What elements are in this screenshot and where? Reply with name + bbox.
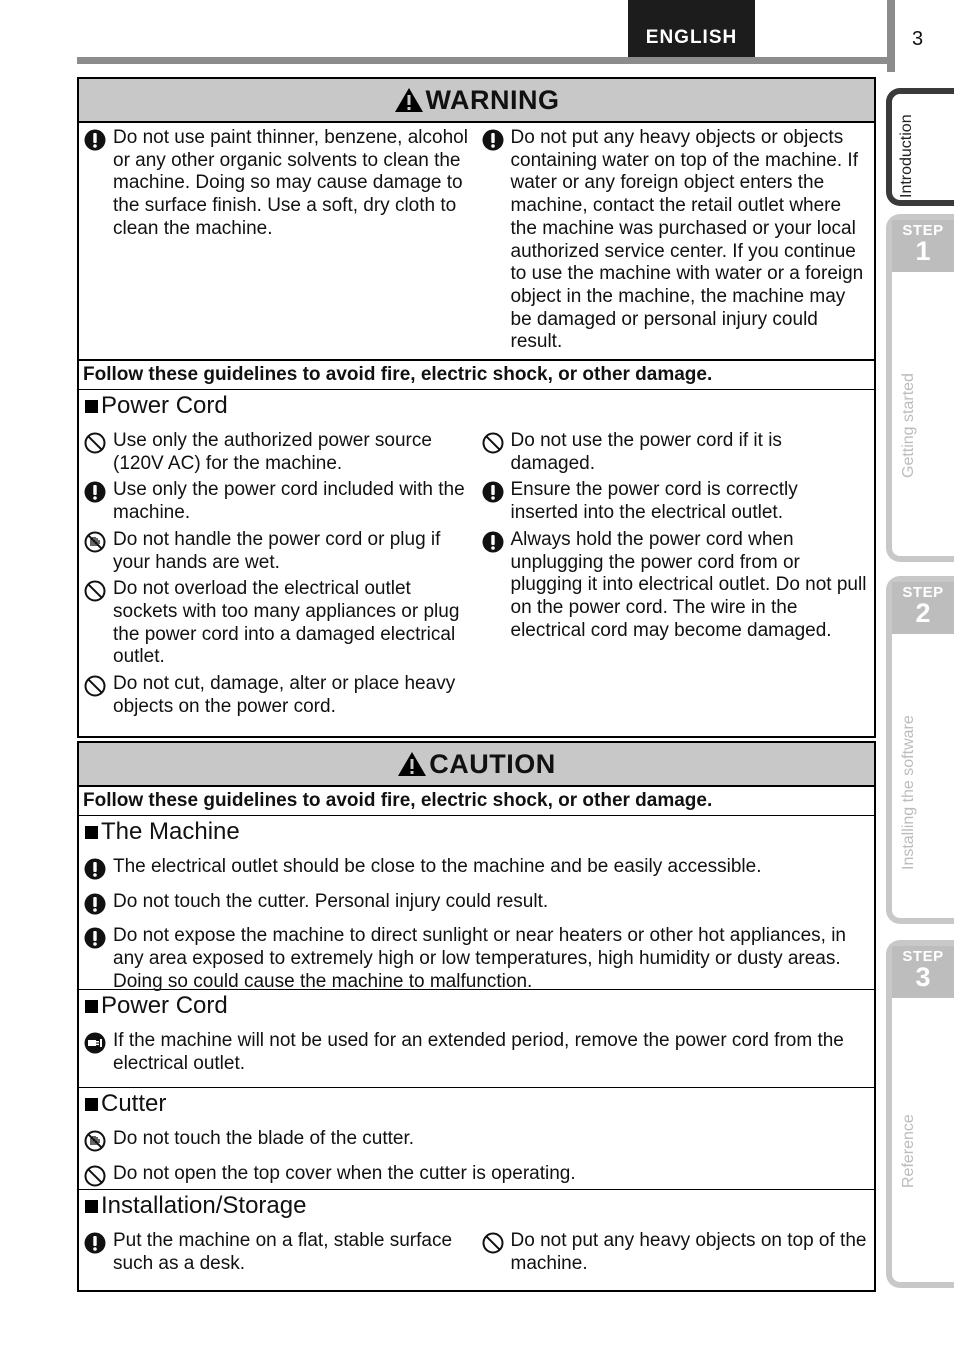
item-text: Do not overload the electrical outlet sockets with too many appliances or plug the power cord into a damaged electrical outlet. bbox=[113, 578, 460, 668]
caution-guideline: Follow these guidelines to avoid fire, electric shock, or other damage. bbox=[79, 787, 874, 816]
mandatory-icon bbox=[84, 479, 108, 524]
list-item: Do not put any heavy objects or objects containing water on top of the machine. If water or any foreign object enters the machine, contact the retail outlet where the machine was purchased or your local authorized service center. If you continue to use the machine with water or a foreign object in the machine, the machine may be damaged or personal injury could result. bbox=[477, 127, 875, 354]
list-item bbox=[477, 479, 875, 524]
list-item bbox=[79, 1128, 874, 1159]
section-heading: Installation/Storage bbox=[79, 1190, 874, 1230]
warning-guideline: Follow these guidelines to avoid fire, electric shock, or other damage. bbox=[79, 361, 874, 390]
list-item bbox=[477, 529, 875, 643]
no-touch-icon bbox=[84, 529, 108, 574]
item-text: Do not touch the cutter. Personal injury could result. bbox=[113, 890, 549, 912]
tab-step-2[interactable] bbox=[886, 576, 954, 924]
section-heading: The Machine bbox=[79, 816, 874, 856]
tab-introduction[interactable] bbox=[886, 88, 954, 206]
item-text: Do not handle the power cord or plug if your hands are wet. bbox=[113, 528, 441, 573]
mandatory-icon bbox=[84, 891, 108, 922]
prohibited-icon bbox=[84, 430, 108, 475]
list-item bbox=[79, 578, 477, 669]
step-3-label: Reference bbox=[900, 1114, 917, 1188]
warning-triangle-icon bbox=[394, 87, 424, 113]
step-2-label: Installing the software bbox=[900, 715, 917, 870]
list-item bbox=[79, 673, 477, 718]
header-divider bbox=[887, 0, 895, 72]
no-touch-icon bbox=[84, 1128, 108, 1159]
tab-introduction-label: Introduction bbox=[898, 114, 915, 198]
list-item bbox=[79, 529, 477, 574]
item-text: Ensure the power cord is correctly inserted into the electrical outlet. bbox=[510, 479, 798, 524]
list-item bbox=[79, 1163, 874, 1194]
warning-header bbox=[79, 79, 874, 123]
list-item bbox=[79, 430, 477, 475]
caution-header bbox=[79, 743, 874, 787]
prohibited-icon bbox=[482, 430, 506, 475]
section-heading: Power Cord bbox=[79, 990, 874, 1030]
tab-step-1[interactable] bbox=[886, 214, 954, 562]
prohibited-icon bbox=[84, 673, 108, 718]
mandatory-icon bbox=[482, 127, 506, 354]
step-1-badge: STEP 1 bbox=[892, 220, 954, 272]
mandatory-icon bbox=[84, 925, 108, 993]
section-heading: Power Cord bbox=[79, 390, 874, 430]
warning-triangle-icon bbox=[397, 751, 427, 777]
list-item bbox=[79, 479, 477, 524]
mandatory-icon bbox=[84, 1230, 108, 1275]
list-item bbox=[477, 430, 875, 475]
item-text: Do not expose the machine to direct sunlight or near heaters or other hot appliances, in any area exposed to extremely high or low temperatures, high humidity or dusty areas. Doing so could cause the machine to malfunction. bbox=[113, 925, 846, 992]
item-text: Always hold the power cord when unplugging the power cord from or plugging it into electrical outlet. Do not pull on the power cord. The wire in the electrical cord may become damaged. bbox=[510, 528, 867, 641]
caution-title: CAUTION bbox=[429, 748, 556, 779]
prohibited-icon bbox=[84, 578, 108, 669]
item-text: If the machine will not be used for an extended period, remove the power cord from the electrical outlet. bbox=[113, 1030, 844, 1074]
mandatory-icon bbox=[84, 856, 108, 887]
item-text: Do not cut, damage, alter or place heavy objects on the power cord. bbox=[113, 673, 456, 717]
list-item bbox=[79, 1230, 477, 1275]
step-2-badge: STEP 2 bbox=[892, 582, 954, 634]
tab-step-3[interactable] bbox=[886, 940, 954, 1288]
language-label: ENGLISH bbox=[628, 0, 755, 57]
list-item bbox=[477, 1230, 875, 1275]
step-1-label: Getting started bbox=[900, 373, 917, 478]
item-text: Do not touch the blade of the cutter. bbox=[113, 1128, 415, 1149]
header-rule bbox=[77, 57, 887, 64]
item-text: The electrical outlet should be close to the machine and be easily accessible. bbox=[113, 856, 762, 877]
list-item bbox=[79, 1030, 874, 1075]
list-item bbox=[79, 891, 874, 922]
list-item: Do not use paint thinner, benzene, alcohol or any other organic solvents to clean the machine. Doing so may cause damage to the surface finish. Use a soft, dry cloth to clean the machine. bbox=[79, 127, 477, 241]
mandatory-icon bbox=[482, 529, 506, 643]
mandatory-icon bbox=[482, 479, 506, 524]
item-text: Do not open the top cover when the cutter is operating. bbox=[113, 1162, 576, 1184]
item-text: Do not put any heavy objects on top of the machine. bbox=[510, 1230, 867, 1274]
prohibited-icon bbox=[84, 1163, 108, 1194]
section-heading: Cutter bbox=[79, 1088, 874, 1128]
caution-panel bbox=[77, 741, 876, 1292]
mandatory-icon bbox=[84, 127, 108, 241]
item-text: Use only the authorized power source (120V AC) for the machine. bbox=[113, 430, 432, 474]
item-text: Do not use the power cord if it is damaged. bbox=[510, 430, 782, 474]
page-number: 3 bbox=[912, 28, 924, 50]
unplug-icon bbox=[84, 1030, 108, 1075]
item-text: Put the machine on a flat, stable surface such as a desk. bbox=[113, 1230, 453, 1274]
list-item bbox=[79, 925, 874, 993]
list-item bbox=[79, 856, 874, 887]
warning-title: WARNING bbox=[425, 84, 560, 115]
warning-top-items bbox=[79, 123, 874, 361]
warning-panel bbox=[77, 77, 876, 738]
step-3-badge: STEP 3 bbox=[892, 946, 954, 998]
prohibited-icon bbox=[482, 1230, 506, 1275]
item-text: Use only the power cord included with the machine. bbox=[113, 479, 465, 524]
